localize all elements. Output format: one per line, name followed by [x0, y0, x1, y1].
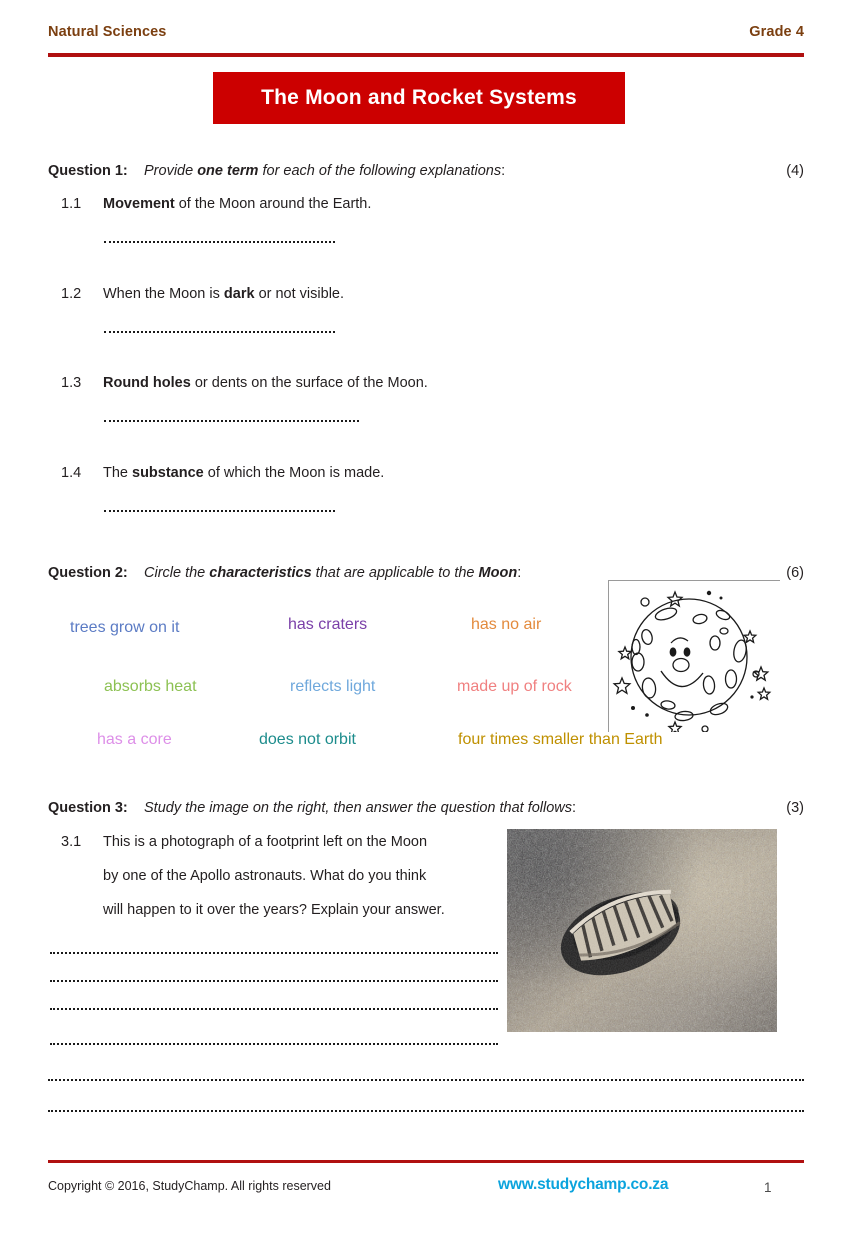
q1-instr-part-1: one term	[197, 163, 259, 179]
choice-trees-grow-on-it[interactable]: trees grow on it	[70, 619, 180, 636]
question-item-1-2	[61, 286, 801, 302]
item-1-3-part-2: or dents on the surface of the Moon.	[190, 375, 428, 391]
item-number-3-1: 3.1	[61, 834, 82, 850]
item-number-1-1: 1.1	[61, 196, 82, 212]
item-text-1-1	[103, 196, 371, 212]
q2-instr-part-4: :	[517, 565, 522, 581]
item-1-4-part-2: of which the Moon is made.	[203, 465, 385, 481]
question-item-1-1	[61, 196, 801, 212]
item-text-1-3	[103, 375, 428, 391]
item-text-1-2	[103, 286, 344, 302]
footprint-photo	[507, 829, 777, 1032]
question-item-1-3	[61, 375, 801, 391]
choice-reflects-light[interactable]: reflects light	[290, 678, 376, 695]
item-number-1-3: 1.3	[61, 375, 82, 391]
q1-instr-part-0: Provide	[144, 163, 198, 179]
item-1-2-part-2: or not visible.	[254, 286, 345, 302]
question-1-marks: (4)	[786, 163, 804, 179]
copyright-text: Copyright © 2016, StudyChamp. All rights reserved	[48, 1179, 331, 1193]
q2-instr-part-0: Circle the	[144, 565, 210, 581]
question-item-1-4	[61, 465, 801, 481]
answer-line-3-1-c[interactable]	[50, 1008, 498, 1010]
question-1-header	[48, 163, 804, 179]
item-1-1-part-1: Movement	[103, 196, 175, 212]
question-item-3-1	[61, 834, 801, 850]
choice-made-up-of-rock[interactable]: made up of rock	[457, 678, 572, 695]
item-text-3-1-line-2: by one of the Apollo astronauts. What do you think	[103, 868, 427, 884]
question-1-instruction	[144, 163, 786, 179]
answer-line-3-1-e[interactable]	[48, 1079, 804, 1081]
question-2-instruction	[144, 565, 786, 581]
grade-label: Grade 4	[749, 24, 804, 40]
item-1-2-part-0: When the Moon is	[103, 286, 224, 302]
question-2-header	[48, 565, 804, 581]
answer-line-3-1-a[interactable]	[50, 952, 498, 954]
answer-line-3-1-f[interactable]	[48, 1110, 804, 1112]
answer-line-1-1[interactable]	[104, 241, 335, 243]
worksheet-title-banner	[213, 72, 625, 124]
page-header	[48, 24, 804, 40]
answer-line-1-2[interactable]	[104, 331, 335, 333]
website-url[interactable]: www.studychamp.co.za	[498, 1176, 669, 1193]
question-3-header	[48, 800, 804, 816]
answer-line-1-4[interactable]	[104, 510, 335, 512]
q3-instr-part-1: :	[572, 800, 577, 816]
q1-instr-part-2: for each of the following explanations	[258, 163, 502, 179]
item-text-3-1-line-3: will happen to it over the years? Explain your answer.	[103, 902, 445, 918]
choice-does-not-orbit[interactable]: does not orbit	[259, 731, 356, 748]
q1-instr-part-3: :	[501, 163, 506, 179]
item-text-3-1-line-1: This is a photograph of a footprint left on the Moon	[103, 834, 428, 850]
item-number-1-2: 1.2	[61, 286, 82, 302]
answer-line-3-1-d[interactable]	[50, 1043, 498, 1045]
moon-illustration	[608, 580, 780, 732]
choice-has-craters[interactable]: has craters	[288, 616, 368, 633]
subject-label: Natural Sciences	[48, 24, 167, 40]
q2-instr-part-3: Moon	[478, 565, 518, 581]
q2-instr-part-2: that are applicable to the	[311, 565, 479, 581]
item-1-4-part-1: substance	[132, 465, 204, 481]
footer-divider	[48, 1160, 804, 1163]
q2-instr-part-1: characteristics	[209, 565, 312, 581]
question-3-label: Question 3:	[48, 800, 128, 816]
question-1-label: Question 1:	[48, 163, 128, 179]
item-1-1-part-2: of the Moon around the Earth.	[174, 196, 372, 212]
choice-four-times-smaller-than-earth[interactable]: four times smaller than Earth	[458, 731, 663, 748]
choice-absorbs-heat[interactable]: absorbs heat	[104, 678, 197, 695]
item-text-1-4	[103, 465, 384, 481]
item-1-2-part-1: dark	[223, 286, 255, 302]
question-3-instruction	[144, 800, 786, 816]
question-2-label: Question 2:	[48, 565, 128, 581]
choice-has-a-core[interactable]: has a core	[97, 731, 172, 748]
question-3-marks: (3)	[786, 800, 804, 816]
answer-line-1-3[interactable]	[104, 420, 359, 422]
item-1-4-part-0: The	[103, 465, 133, 481]
item-1-3-part-1: Round holes	[103, 375, 191, 391]
question-2-marks: (6)	[786, 565, 804, 581]
choice-has-no-air[interactable]: has no air	[471, 616, 542, 633]
cartoon-moon-icon	[609, 581, 780, 732]
answer-line-3-1-b[interactable]	[50, 980, 498, 982]
page-number: 1	[764, 1180, 772, 1195]
q3-instr-part-0: Study the image on the right, then answer the question that follows	[144, 800, 573, 816]
lunar-footprint-image	[507, 829, 777, 1032]
page-title: The Moon and Rocket Systems	[261, 86, 577, 109]
item-number-1-4: 1.4	[61, 465, 82, 481]
header-divider	[48, 53, 804, 57]
